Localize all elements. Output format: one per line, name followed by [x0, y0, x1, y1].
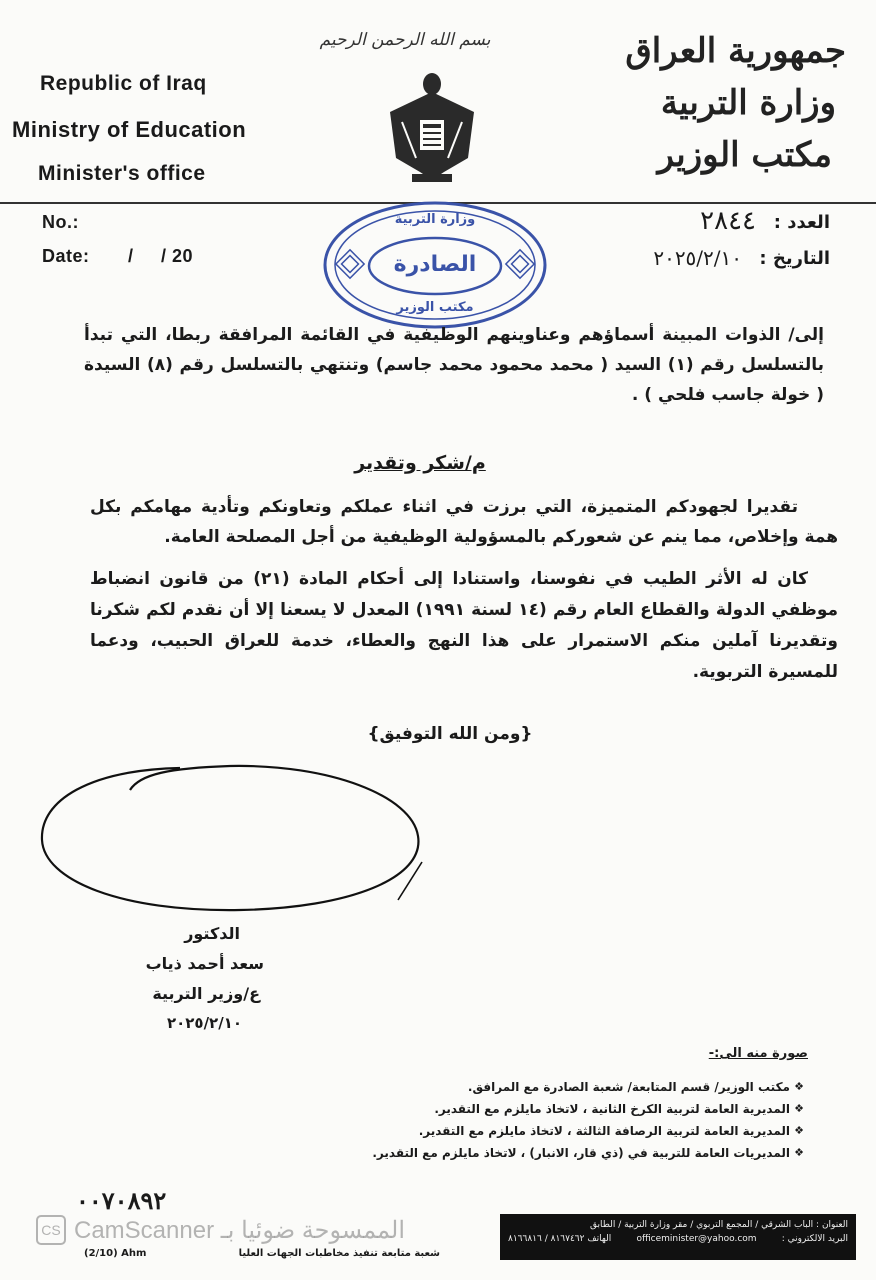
no-label-ar: العدد : — [773, 212, 830, 233]
footer-phone: الهاتف ٨١٦٧٤٦٢ / ٨١٦٦٨١٦ — [508, 1234, 612, 1244]
diamond-bullet-icon: ❖ — [794, 1146, 804, 1159]
iraq-eagle-emblem — [382, 62, 482, 186]
copies-heading: صورة منه الى:- — [708, 1046, 808, 1061]
recipients-paragraph: إلى/ الذوات المبينة أسماؤهم وعناوينهم الوظيفية في القائمة المرافقة ربطا، التي تبدأ بالتسلسل رقم (١) السيد ( محمد محمود محمد جاسم) وتنتهي بالتسلسل رقم (٨) السيدة ( خولة جاسب فلحي ) . — [84, 325, 825, 405]
signatory-role: ع/وزير التربية — [152, 984, 260, 1003]
copy-item: ❖ مكتب الوزير/ قسم المتابعة/ شعبة الصادرة مع المرافق. — [368, 1076, 808, 1098]
signatory-name: سعد أحمد ذياب — [145, 954, 264, 973]
header-en-line-3: Minister's office — [38, 162, 206, 185]
stamp-top-text: وزارة التربية — [394, 212, 476, 227]
footer-address: العنوان : الباب الشرقي / المجمع التربوي / مقر وزارة التربية / الطابق — [589, 1220, 848, 1230]
outgoing-stamp — [322, 200, 548, 330]
paragraph-1: تقديرا لجهودكم المتميزة، التي برزت في اثناء عملكم وتعاونكم وتأدية مهامكم بكل همة وإخلاص، مما ينم عن شعوركم بالمسؤولية الوظيفية من أجل المصلحة العامة. — [90, 497, 838, 547]
diamond-bullet-icon: ❖ — [794, 1102, 804, 1115]
footer-email-label: البريد الالكتروني : — [781, 1234, 848, 1244]
footer-email: officeminister@yahoo.com — [636, 1234, 757, 1244]
copy-item: ❖ المديرية العامة لتربية الرصافة الثالثة ، لاتخاذ مايلزم مع التقدير. — [368, 1120, 808, 1142]
signature — [30, 750, 430, 930]
header-ar-line-3: مكتب الوزير — [657, 135, 832, 175]
serial-number: ٠٠٧٠٨٩٢ — [76, 1186, 167, 1215]
basmala: بسم الله الرحمن الرحيم — [319, 30, 491, 50]
signatory-date: ٢٠٢٥/٢/١٠ — [166, 1014, 242, 1032]
camscanner-watermark: CS CamScanner الممسوحة ضوئيا بـ — [36, 1210, 636, 1250]
date-template-en: / / 20 — [128, 246, 194, 266]
diamond-bullet-icon: ❖ — [794, 1124, 804, 1137]
camscanner-logo-icon: CS — [36, 1215, 66, 1245]
stamp-center-text: الصادرة — [393, 252, 477, 277]
header-ar-line-2: وزارة التربية — [660, 83, 836, 123]
date-label-en: Date: — [42, 246, 90, 266]
diamond-bullet-icon: ❖ — [794, 1080, 804, 1093]
footer-address-bar — [500, 1214, 856, 1260]
paragraph-2: كان له الأثر الطيب في نفوسنا، واستنادا إلى أحكام المادة (٢١) من قانون انضباط موظفي الدولة والقطاع العام رقم (١٤ لسنة ١٩٩١) المعدل لا يسعنا إلا أن نقدم لكم شكرنا وتقديرنا آملين منكم الاستمرار على هذا النهج والعطاء، خدمة للعراق الحبيب، ودعما للمسيرة التربوية. — [90, 569, 839, 682]
date-value: ٢٠٢٥/٢/١٠ — [653, 246, 742, 270]
stamp-bottom-text: مكتب الوزير — [396, 300, 474, 315]
header-en-line-1: Republic of Iraq — [40, 72, 207, 95]
no-value: ٢٨٤٤ — [700, 206, 756, 236]
footer-contact — [508, 1232, 848, 1246]
copy-item: ❖ المديرية العامة لتربية الكرخ الثانية ، لاتخاذ مايلزم مع التقدير. — [368, 1098, 808, 1120]
copies-list — [368, 1076, 808, 1164]
header-en-line-2: Ministry of Education — [12, 117, 247, 142]
no-label-en: No.: — [42, 212, 79, 232]
date-label-ar: التاريخ : — [759, 248, 830, 269]
header-ar-line-1: جمهورية العراق — [625, 31, 846, 71]
signatory-title: الدكتور — [184, 924, 240, 943]
closing-line: {ومن الله التوفيق} — [367, 724, 533, 744]
footer-page-ref: (2/10) Ahm — [84, 1248, 147, 1259]
footer-note: شعبة متابعة تنفيذ مخاطبات الجهات العليا — [238, 1248, 440, 1259]
copy-item: ❖ المديريات العامة للتربية في (ذي قار، الانبار) ، لاتخاذ مايلزم مع التقدير. — [368, 1142, 808, 1164]
subject-line: م/شكر وتقدير — [354, 452, 486, 474]
